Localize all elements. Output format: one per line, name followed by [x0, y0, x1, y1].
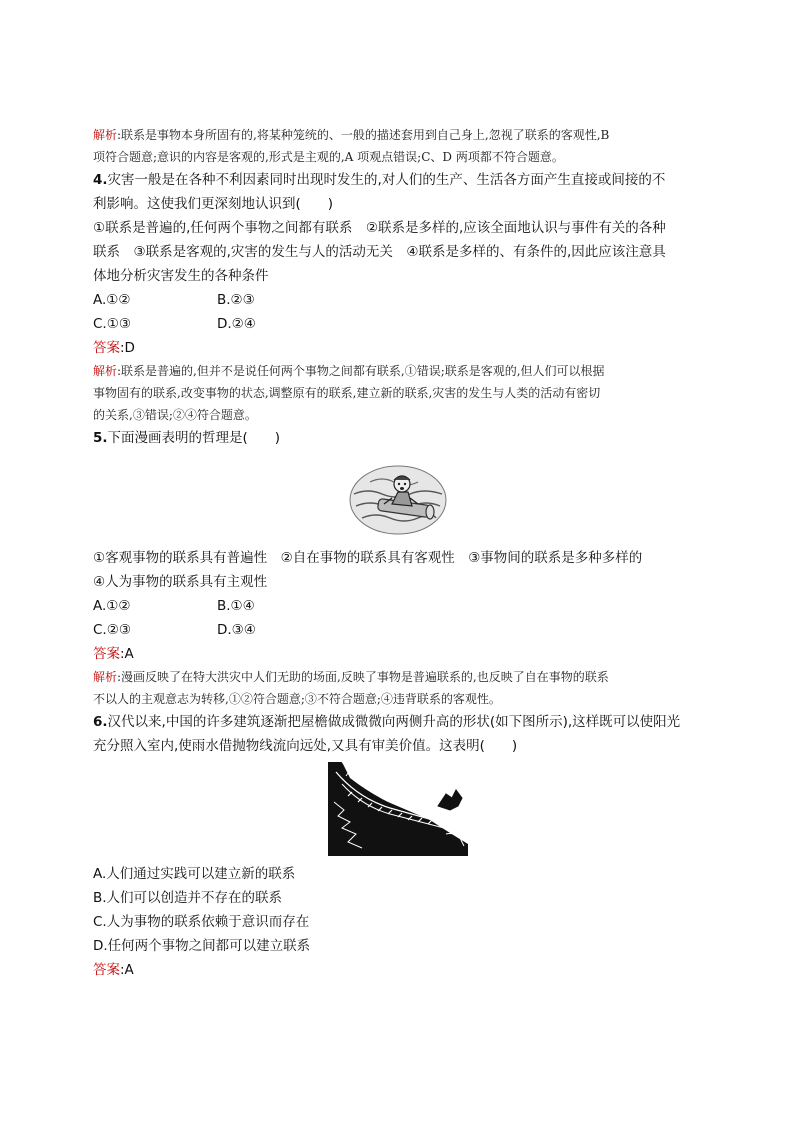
q6-option-c[interactable]: C.人为事物的联系依赖于意识而存在 [93, 914, 310, 930]
q5-option-a[interactable]: A.①② [93, 598, 131, 614]
q6-option-b[interactable]: B.人们可以创造并不存在的联系 [93, 890, 283, 906]
q4-options-row-1 [93, 288, 703, 312]
q6-number: 6. [93, 714, 108, 730]
q5-number: 5. [93, 430, 108, 446]
q4-statement-line-1: ①联系是普遍的,任何两个事物之间都有联系 ②联系是多样的,应该全面地认识与事件有关的各种 [93, 220, 666, 236]
chinese-eaves-illustration [328, 762, 468, 856]
q4-explanation-line-2: 事物固有的联系,改变事物的状态,调整原有的联系,建立新的联系,灾害的发生与人类的活动有密切 [93, 386, 601, 400]
q4-option-b[interactable]: B.②③ [217, 292, 255, 308]
label-prefix: 答案 [93, 962, 120, 978]
q6-eaves-figure [93, 762, 703, 856]
q4-statement-line-2: 联系 ③联系是客观的,灾害的发生与人的活动无关 ④联系是多样的、有条件的,因此应该注意具 [93, 244, 666, 260]
q6-option-d[interactable]: D.任何两个事物之间都可以建立联系 [93, 938, 311, 954]
q4-number: 4. [93, 172, 108, 188]
q5-option-d[interactable]: D.③④ [217, 622, 256, 638]
label-prefix: 答案 [93, 646, 120, 662]
q5-explanation-line-2: 不以人的主观意志为转移,①②符合题意;③不符合题意;④违背联系的客观性。 [93, 692, 501, 706]
q6-stem-line-2: 充分照入室内,使雨水借抛物线流向远处,又具有审美价值。这表明( ) [93, 738, 518, 754]
q4-option-c[interactable]: C.①③ [93, 316, 131, 332]
q5-option-c[interactable]: C.②③ [93, 622, 131, 638]
label-prefix: 解析 [93, 128, 118, 142]
label-prefix: 解析 [93, 670, 118, 684]
prev-explanation-line-1: 解析:联系是事物本身所固有的,将某种笼统的、一般的描述套用到自己身上,忽视了联系的客观性,B [93, 128, 610, 142]
q5-explanation-line-1: 解析:漫画反映了在特大洪灾中人们无助的场面,反映了事物是普遍联系的,也反映了自在事物的联系 [93, 670, 609, 684]
flood-cartoon-illustration [348, 454, 448, 540]
q6-stem-text-1: 汉代以来,中国的许多建筑逐渐把屋檐做成微微向两侧升高的形状(如下图所示),这样既可以使阳光 [107, 714, 681, 730]
q4-option-d[interactable]: D.②④ [217, 316, 256, 332]
q5-stem [93, 426, 703, 450]
q4-stem-line-1 [93, 168, 703, 192]
q4-explanation-line-1: 解析:联系是普遍的,但并不是说任何两个事物之间都有联系,①错误;联系是客观的,但人们可以根据 [93, 364, 605, 378]
q5-option-b[interactable]: B.①④ [217, 598, 255, 614]
q4-answer: 答案:D [93, 340, 135, 356]
q5-cartoon [93, 454, 703, 540]
label-prefix: 答案 [93, 340, 120, 356]
q5-statement-line-1: ①客观事物的联系具有普遍性 ②自在事物的联系具有客观性 ③事物间的联系是多种多样的 [93, 550, 643, 566]
q5-stem-text: 下面漫画表明的哲理是( ) [107, 430, 281, 446]
q4-stem-line-2: 利影响。这使我们更深刻地认识到( ) [93, 196, 334, 212]
label-prefix: 解析 [93, 364, 118, 378]
q5-options-row-2 [93, 618, 703, 642]
q6-stem-line-1 [93, 710, 703, 734]
q4-options-row-2 [93, 312, 703, 336]
q4-statement-line-3: 体地分析灾害发生的各种条件 [93, 268, 269, 284]
q6-answer: 答案:A [93, 962, 134, 978]
q4-option-a[interactable]: A.①② [93, 292, 131, 308]
q5-statement-line-2: ④人为事物的联系具有主观性 [93, 574, 268, 590]
q6-option-a[interactable]: A.人们通过实践可以建立新的联系 [93, 866, 296, 882]
prev-explanation-line-2: 项符合题意;意识的内容是客观的,形式是主观的,A 项观点错误;C、D 两项都不符合题意。 [93, 150, 564, 164]
q4-explanation-line-3: 的关系,③错误;②④符合题意。 [93, 408, 257, 422]
worksheet-page [93, 124, 703, 982]
q5-options-row-1 [93, 594, 703, 618]
q4-stem-text-1: 灾害一般是在各种不利因素同时出现时发生的,对人们的生产、生活各方面产生直接或间接的不 [107, 172, 666, 188]
q5-answer: 答案:A [93, 646, 134, 662]
